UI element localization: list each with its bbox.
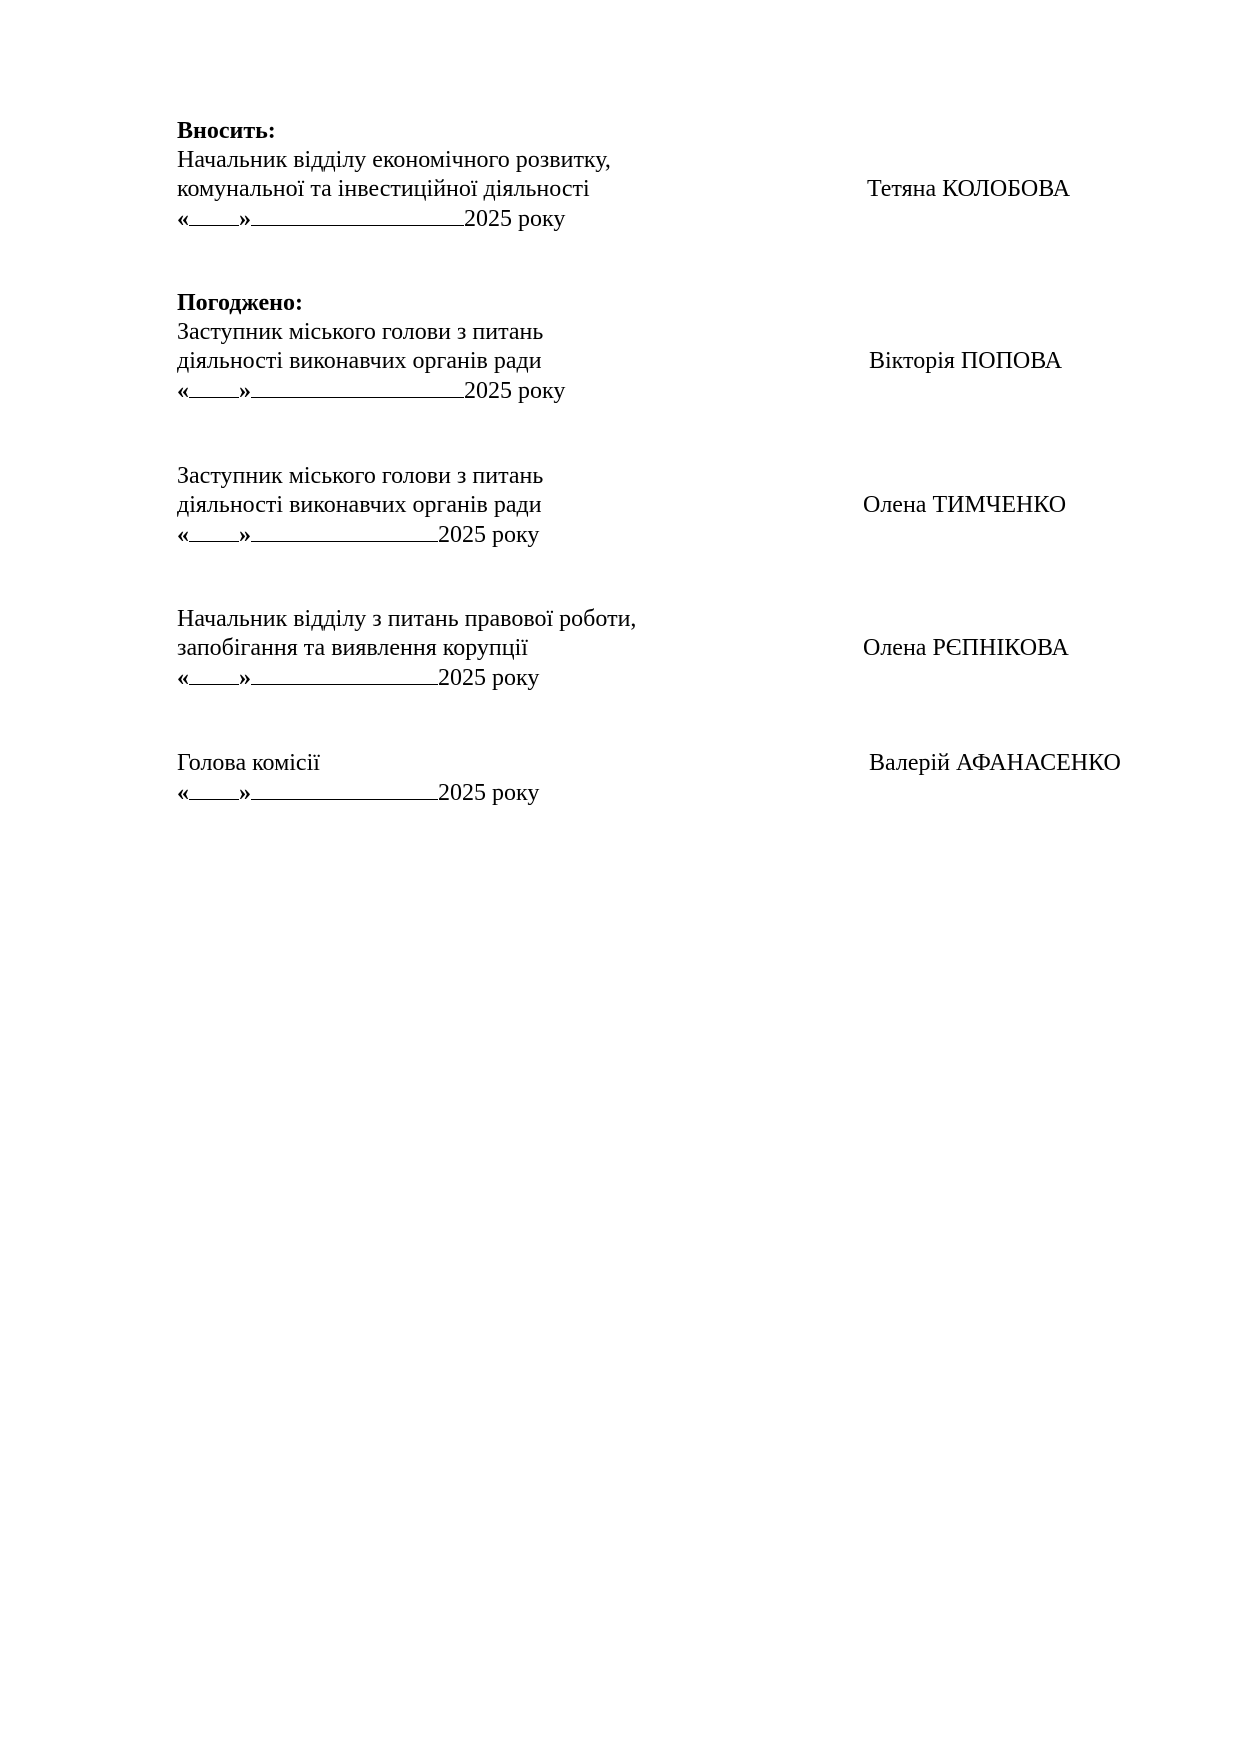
section-heading: Погоджено: [177,290,303,316]
month-blank [251,663,438,685]
position-row [177,491,1187,520]
quote-close: » [239,206,251,232]
section-heading: Вносить: [177,118,276,144]
position-line: Начальник відділу економічного розвитку, [177,147,611,173]
signatory-name: Валерій АФАНАСЕНКО [869,750,1121,776]
month-blank [251,204,464,226]
quote-open: « [177,522,189,548]
month-blank [251,778,438,800]
day-blank [189,663,239,685]
approval-section [177,605,1187,692]
position-row [177,175,1187,204]
month-blank [251,520,438,542]
year-text: 2025 року [438,780,540,806]
position-line: Голова комісії [177,750,320,776]
day-blank [189,520,239,542]
year-text: 2025 року [438,522,540,548]
year-text: 2025 року [464,378,566,404]
year-text: 2025 року [438,665,540,691]
position-line: запобігання та виявлення корупції [177,635,528,661]
signatory-name: Олена РЄПНІКОВА [863,635,1069,661]
date-line [177,520,1187,549]
quote-open: « [177,780,189,806]
year-text: 2025 року [464,206,566,232]
position-line: Заступник міського голови з питань [177,319,544,345]
position-line: Заступник міського голови з питань [177,463,544,489]
approved-section [177,289,1187,405]
quote-close: » [239,780,251,806]
date-line [177,204,1187,233]
day-blank [189,376,239,398]
position-line: Начальник відділу з питань правової роботи, [177,606,637,632]
day-blank [189,204,239,226]
position-row [177,347,1187,376]
quote-close: » [239,665,251,691]
position-row [177,749,1187,778]
position-line: діяльності виконавчих органів ради [177,492,542,518]
position-row [177,634,1187,663]
position-line: діяльності виконавчих органів ради [177,348,542,374]
signatory-name: Тетяна КОЛОБОВА [867,176,1071,202]
quote-open: « [177,665,189,691]
position-line: комунальної та інвестиційної діяльності [177,176,590,202]
quote-open: « [177,206,189,232]
day-blank [189,778,239,800]
month-blank [251,376,464,398]
quote-close: » [239,522,251,548]
quote-open: « [177,378,189,404]
submitted-by-section [177,117,1187,233]
date-line [177,376,1187,405]
date-line [177,663,1187,692]
quote-close: » [239,378,251,404]
approval-section [177,462,1187,549]
signatory-name: Вікторія ПОПОВА [869,348,1063,374]
date-line [177,778,1187,807]
approval-section [177,749,1187,807]
signatory-name: Олена ТИМЧЕНКО [863,492,1067,518]
